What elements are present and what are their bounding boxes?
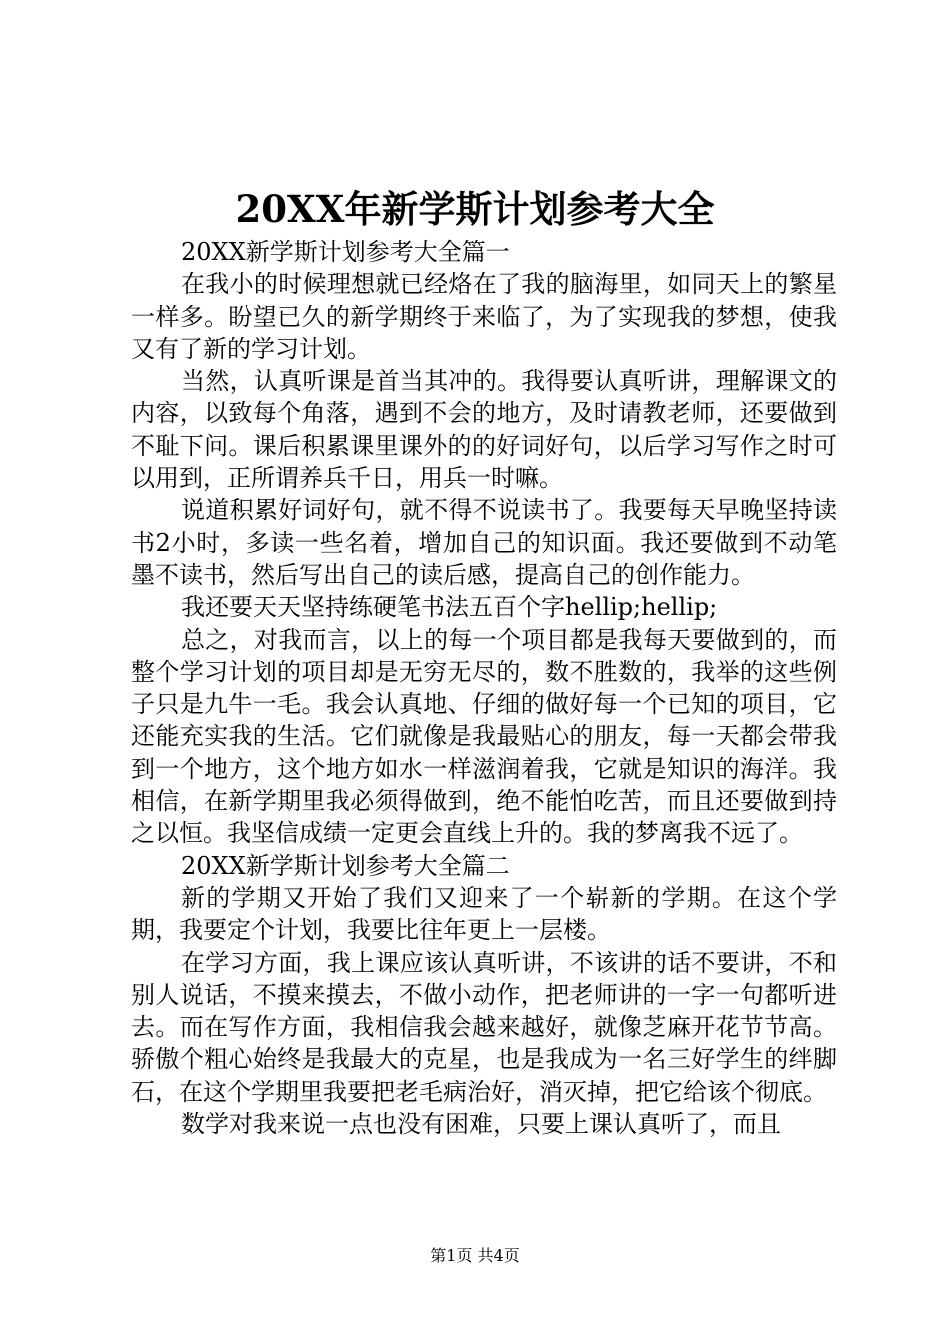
- page-footer: 第1页 共4页: [430, 1246, 520, 1265]
- paragraph: 数学对我来说一点也没有困难，只要上课认真听了，而且: [181, 1110, 781, 1139]
- section-heading-1: 20XX新学斯计划参考大全篇一: [181, 238, 510, 266]
- document-body: [131, 236, 837, 1140]
- document-title: 20XX年新学斯计划参考大全: [235, 187, 715, 231]
- paragraph: 我还要天天坚持练硬笔书法五百个字hellip;hellip;: [181, 593, 718, 622]
- section-heading-2: 20XX新学斯计划参考大全篇二: [181, 851, 510, 880]
- paragraph: 说道积累好词好句，就不得不说读书了。我要每天早晚坚持读书2小时，多读一些名着，增加自己的知识面。我还要做到不动笔墨不读书，然后写出自己的读后感，提高自己的创作能力。: [131, 496, 837, 589]
- paragraph: 在我小的时候理想就已经烙在了我的脑海里，如同天上的繁星一样多。盼望已久的新学期终于来临了，为了实现我的梦想，使我又有了新的学习计划。: [131, 270, 837, 363]
- paragraph: 新的学期又开始了我们又迎来了一个崭新的学期。在这个学期，我要定个计划，我要比往年更上一层楼。: [131, 883, 837, 945]
- paragraph: 总之，对我而言，以上的每一个项目都是我每天要做到的，而整个学习计划的项目却是无穷无尽的，数不胜数的，我举的这些例子只是九牛一毛。我会认真地、仔细的做好每一个已知的项目，它还能充实我的生活。它们就像是我最贴心的朋友，每一天都会带我到一个地方，这个地方如水一样滋润着我，它就是知识的海洋。我相信，在新学期里我必须得做到，绝不能怕吃苦，而且还要做到持之以恒。我坚信成绩一定更会直线上升的。我的梦离我不远了。: [131, 625, 837, 848]
- paragraph: 在学习方面，我上课应该认真听讲，不该讲的话不要讲，不和别人说话，不摸来摸去，不做小动作，把老师讲的一字一句都听进去。而在写作方面，我相信我会越来越好，就像芝麻开花节节高。骄傲个粗心始终是我最大的克星，也是我成为一名三好学生的绊脚石，在这个学期里我要把老毛病治好，消灭掉，把它给该个彻底。: [131, 948, 837, 1106]
- paragraph: 当然，认真听课是首当其冲的。我得要认真听讲，理解课文的内容，以致每个角落，遇到不会的地方，及时请教老师，还要做到不耻下问。课后积累课里课外的的好词好句，以后学习写作之时可以用到，正所谓养兵千日，用兵一时嘛。: [131, 367, 837, 493]
